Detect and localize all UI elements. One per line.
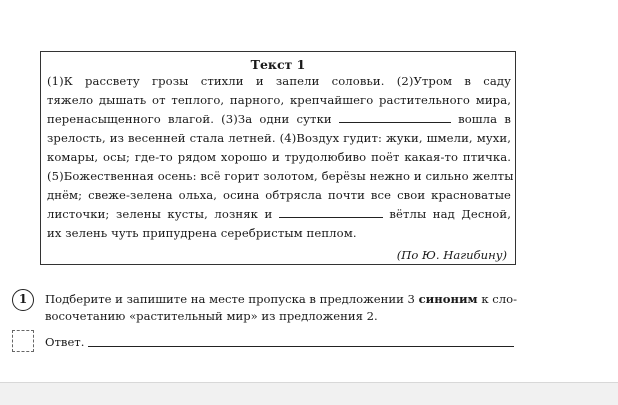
text-line-3 [47, 112, 511, 126]
gap-blank-sentence-3[interactable] [339, 112, 451, 123]
answer-label: Ответ. [45, 335, 85, 349]
task-number-badge: 1 [12, 289, 34, 311]
task-keyword: синоним [418, 292, 478, 306]
text-line-9: их зелень чуть припудрена серебристым пеплом. [47, 226, 357, 240]
text-passage-box [40, 51, 516, 265]
text-line-8-end: вётлы над Десной, [389, 207, 511, 221]
answer-input-line[interactable] [88, 346, 514, 347]
text-line-5: комары, осы; где-то рядом хорошо и трудолюбиво поёт какая-то птичка. [47, 150, 511, 164]
text-line-6: (5)Божественная осень: всё горит золотом, берёзы нежно и сильно желты [47, 169, 514, 183]
text-line-8 [47, 207, 511, 221]
task-instruction-line-2: восочетанию «растительный мир» из предложения 2. [45, 309, 378, 323]
task-instruction-line-1 [45, 292, 517, 306]
text-line-4: зрелость, из весенней стала летней. (4)Воздух гудит: жуки, шмели, мухи, [47, 131, 511, 145]
text-line-1: (1)К рассвету грозы стихли и запели соловьи. (2)Утром в саду [47, 74, 511, 88]
text-line-7: днём; свеже-зелена ольха, осина обтрясла почти все свои красноватые [47, 188, 511, 202]
text-title: Текст 1 [250, 57, 306, 72]
text-author: (По Ю. Нагибину) [396, 248, 507, 262]
page-bottom-edge [0, 382, 618, 405]
gap-blank-sentence-5 [279, 207, 383, 218]
text-line-2: тяжело дышать от теплого, парного, крепчайшего растительного мира, [47, 93, 511, 107]
text-line-3-start: перенасыщенного влагой. (3)За одни сутки [47, 112, 332, 126]
text-line-8-start: листочки; зелены кусты, лозняк и [47, 207, 273, 221]
answer-checkbox-area[interactable] [12, 330, 34, 352]
task-text-after: к сло- [477, 292, 518, 306]
task-text-before: Подберите и запишите на месте пропуска в предложении 3 [45, 292, 419, 306]
text-line-3-end: вошла в [458, 112, 511, 126]
